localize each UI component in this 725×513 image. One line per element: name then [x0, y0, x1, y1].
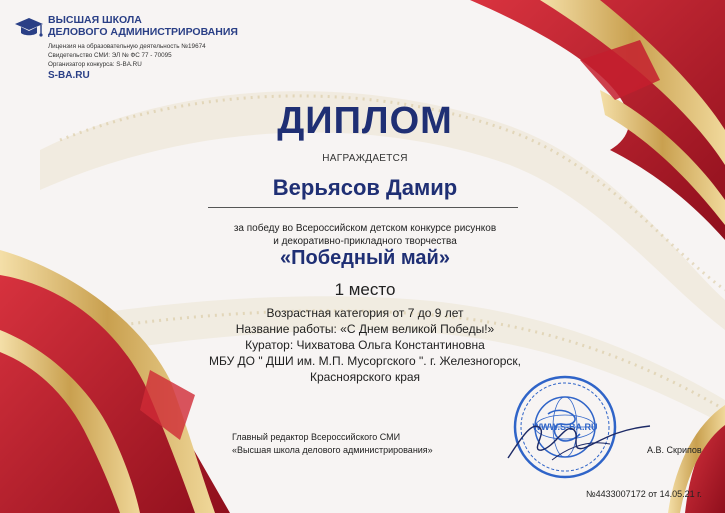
- age-category: Возрастная категория от 7 до 9 лет: [266, 306, 464, 320]
- stamp-site-text: WWW.S-BA.RU: [532, 422, 598, 432]
- contest-name: «Победный май»: [280, 247, 450, 269]
- description-line2: и декоративно-прикладного творчества: [273, 236, 457, 247]
- chief-editor-caption: [232, 431, 433, 456]
- description-line1: за победу во Всероссийском детском конкурсе рисунков: [233, 223, 497, 234]
- school-line2: Красноярского края: [309, 370, 421, 384]
- organization-site: S-BA.RU: [48, 70, 90, 81]
- recipient-underline: [208, 207, 518, 208]
- work-title: Название работы: «С Днем великой Победы!»: [235, 322, 495, 336]
- editor-line2: «Высшая школа делового администрирования»: [232, 444, 433, 455]
- organization-name: [48, 14, 308, 38]
- media-certificate-text: Свидетельство СМИ: ЭЛ № ФС 77 - 70095: [48, 52, 172, 59]
- recipient-name: Верьясов Дамир: [272, 175, 458, 200]
- organization-name-line2: ДЕЛОВОГО АДМИНИСТРИРОВАНИЯ: [48, 26, 238, 38]
- diploma-title: ДИПЛОМ: [277, 100, 453, 142]
- license-text: Лицензия на образовательную деятельность №19674: [48, 43, 206, 50]
- school-line1: МБУ ДО " ДШИ им. М.П. Мусоргского ". г. Железногорск,: [208, 354, 522, 368]
- organizer-text: Организатор конкурса: S-BA.RU: [48, 61, 142, 68]
- signature: [500, 400, 660, 470]
- place-text: 1 место: [334, 280, 396, 299]
- organization-name-line1: ВЫСШАЯ ШКОЛА: [48, 14, 142, 26]
- diploma-number: №4433007172 от 14.05.21 г.: [586, 489, 702, 499]
- graduation-cap-icon: [14, 16, 44, 40]
- awarded-label: НАГРАЖДАЕТСЯ: [322, 153, 408, 164]
- signer-name: А.В. Скрипов: [647, 445, 702, 455]
- editor-line1: Главный редактор Всероссийского СМИ: [232, 432, 401, 442]
- curator: Куратор: Чихватова Ольга Константиновна: [245, 338, 485, 352]
